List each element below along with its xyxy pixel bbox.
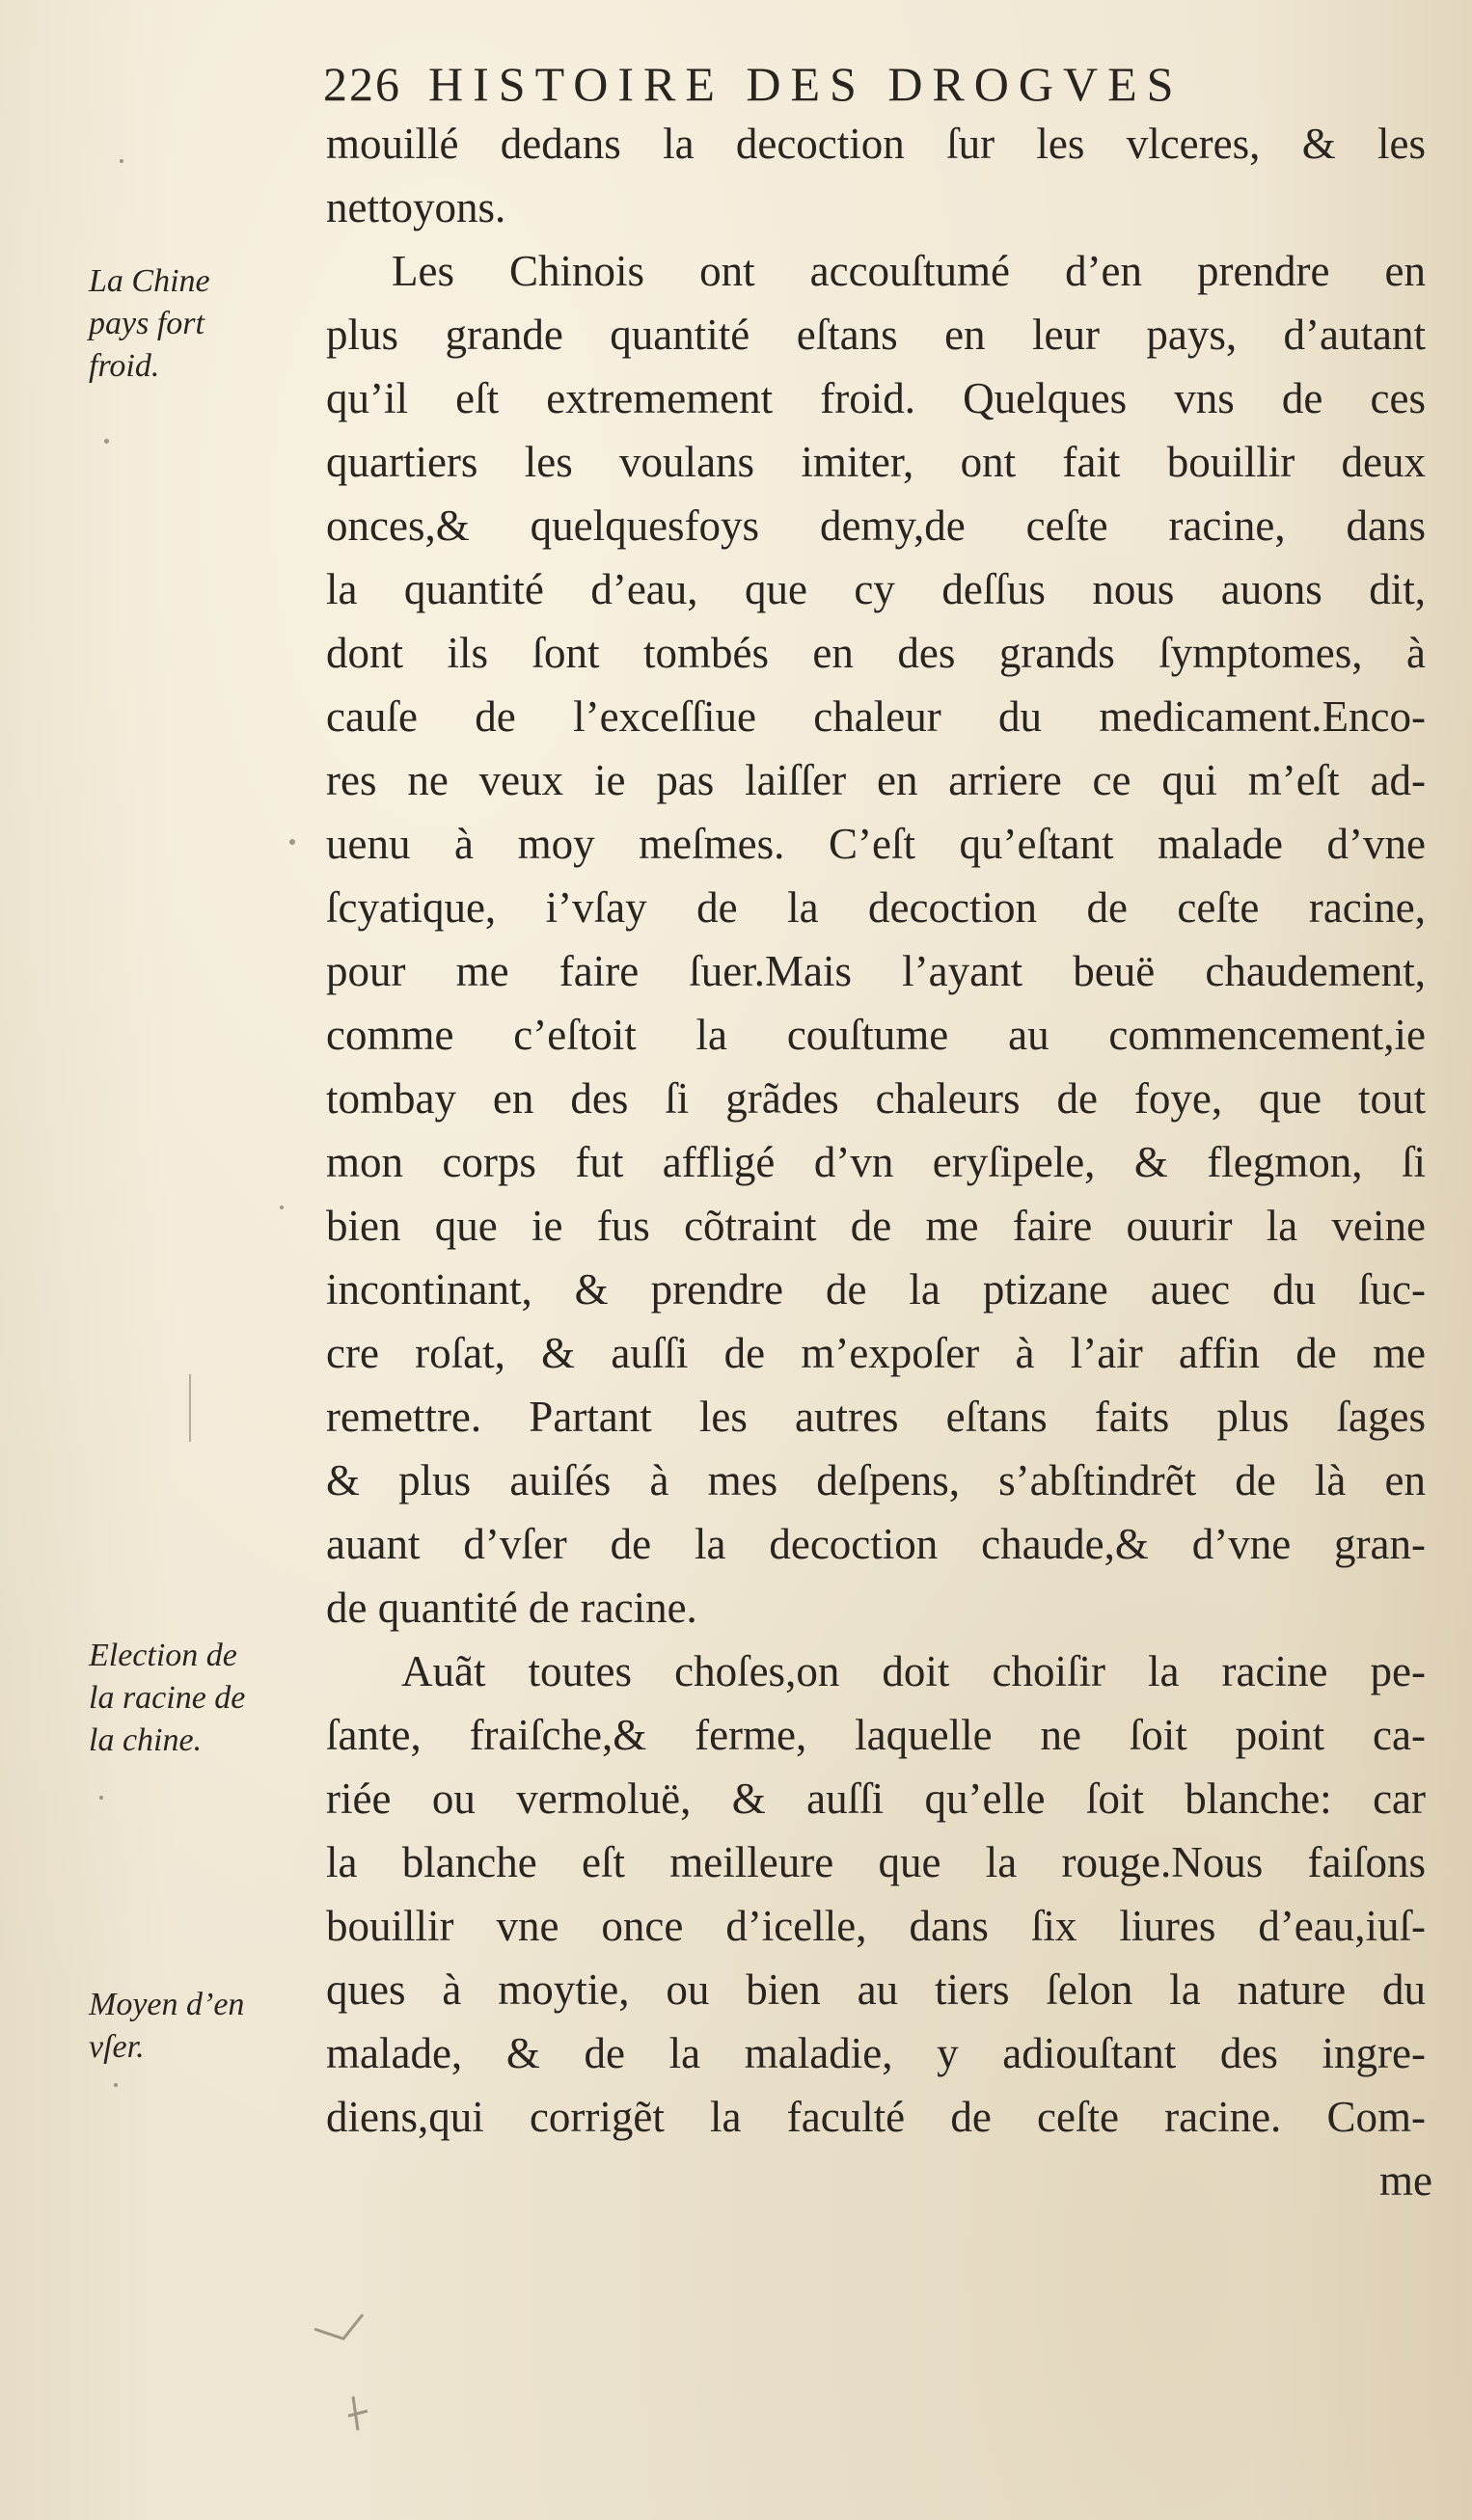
text-line: malade, & de la maladie, y adiouſtant des ingre- [326,2029,1426,2077]
text-line: ques à moytie, ou bien au tiers ſelon la nature du [326,1965,1426,2014]
ink-stain-mark [305,2310,392,2435]
text-line: la quantité d’eau, que cy deſſus nous auons dit, [326,565,1426,613]
running-title: HISTOIRE DES DROGVES [428,57,1184,111]
text-line: cauſe de l’exceſſiue chaleur du medicament.Enco- [326,692,1426,741]
text-line: diens,qui corrigẽt la faculté de ceſte racine. Com- [326,2093,1426,2141]
text-line: Les Chinois ont accouſtumé d’en prendre en [392,247,1426,295]
margin-note-line: pays fort [89,306,204,341]
text-line: bouillir vne once d’icelle, dans ſix liures d’eau,iuſ- [326,1902,1426,1950]
margin-note-line: la chine. [89,1722,203,1758]
margin-note-la-chine [89,260,210,388]
text-line: qu’il eſt extremement froid. Quelques vns de ces [326,374,1426,422]
text-line: & plus auiſés à mes deſpens, s’abſtindrẽt de là en [326,1456,1426,1504]
catchword: me [1379,2156,1432,2205]
margin-note-line: La Chine [89,263,210,299]
paper-speck [120,159,123,163]
paper-speck [99,1796,103,1800]
text-line: quartiers les voulans imiter, ont fait bouillir deux [326,438,1426,486]
text-line: ſante, fraiſche,& ferme, laquelle ne ſoit point ca- [326,1711,1426,1759]
text-line: bien que ie fus cõtraint de me faire ouurir la veine [326,1202,1426,1250]
text-line: remettre. Partant les autres eſtans faits plus ſages [326,1393,1426,1441]
text-line: dont ils ſont tombés en des grands ſymptomes, à [326,629,1426,677]
page-number: 226 [323,57,401,111]
margin-note-election [89,1635,245,1762]
text-line: plus grande quantité eſtans en leur pays, d’autant [326,311,1426,359]
margin-note-line: Election de [89,1638,237,1673]
text-line: pour me faire ſuer.Mais l’ayant beuë chaudement, [326,947,1426,995]
margin-note-line: la racine de [89,1680,246,1716]
paper-speck [114,2083,118,2087]
text-line: nettoyons. [326,183,506,231]
margin-note-moyen [89,1984,244,2069]
margin-rule [189,1374,191,1442]
text-line: Auãt toutes choſes,on doit choiſir la racine pe- [401,1647,1426,1695]
paper-speck [289,839,295,845]
margin-note-line: froid. [89,348,160,384]
margin-note-line: Moyen d’en [89,1987,245,2022]
text-line: la blanche eſt meilleure que la rouge.Nous faiſons [326,1838,1426,1886]
text-line: de quantité de racine. [326,1584,697,1632]
running-header [323,50,1423,118]
text-line: res ne veux ie pas laiſſer en arriere ce qui m’eſt ad- [326,756,1426,804]
text-line: riée ou vermoluë, & auſſi qu’elle ſoit blanche: car [326,1775,1426,1823]
text-line: ſcyatique, i’vſay de la decoction de ceſte racine, [326,883,1426,932]
paper-speck [104,439,109,444]
text-line: mon corps fut affligé d’vn eryſipele, & flegmon, ſi [326,1138,1426,1186]
text-line: auant d’vſer de la decoction chaude,& d’vne gran- [326,1520,1426,1568]
text-line: tombay en des ſi grãdes chaleurs de foye, que tout [326,1074,1426,1123]
text-line: comme c’eſtoit la couſtume au commencement,ie [326,1011,1426,1059]
paper-speck [280,1206,284,1209]
text-line: cre roſat, & auſſi de m’expoſer à l’air affin de me [326,1329,1426,1377]
text-line: mouillé dedans la decoction ſur les vlceres, & les [326,120,1426,168]
text-line: onces,& quelquesfoys demy,de ceſte racine, dans [326,501,1426,550]
margin-note-line: vſer. [89,2029,145,2065]
text-line: uenu à moy meſmes. C’eſt qu’eſtant malade d’vne [326,820,1426,868]
text-line: incontinant, & prendre de la ptizane auec du ſuc- [326,1265,1426,1314]
